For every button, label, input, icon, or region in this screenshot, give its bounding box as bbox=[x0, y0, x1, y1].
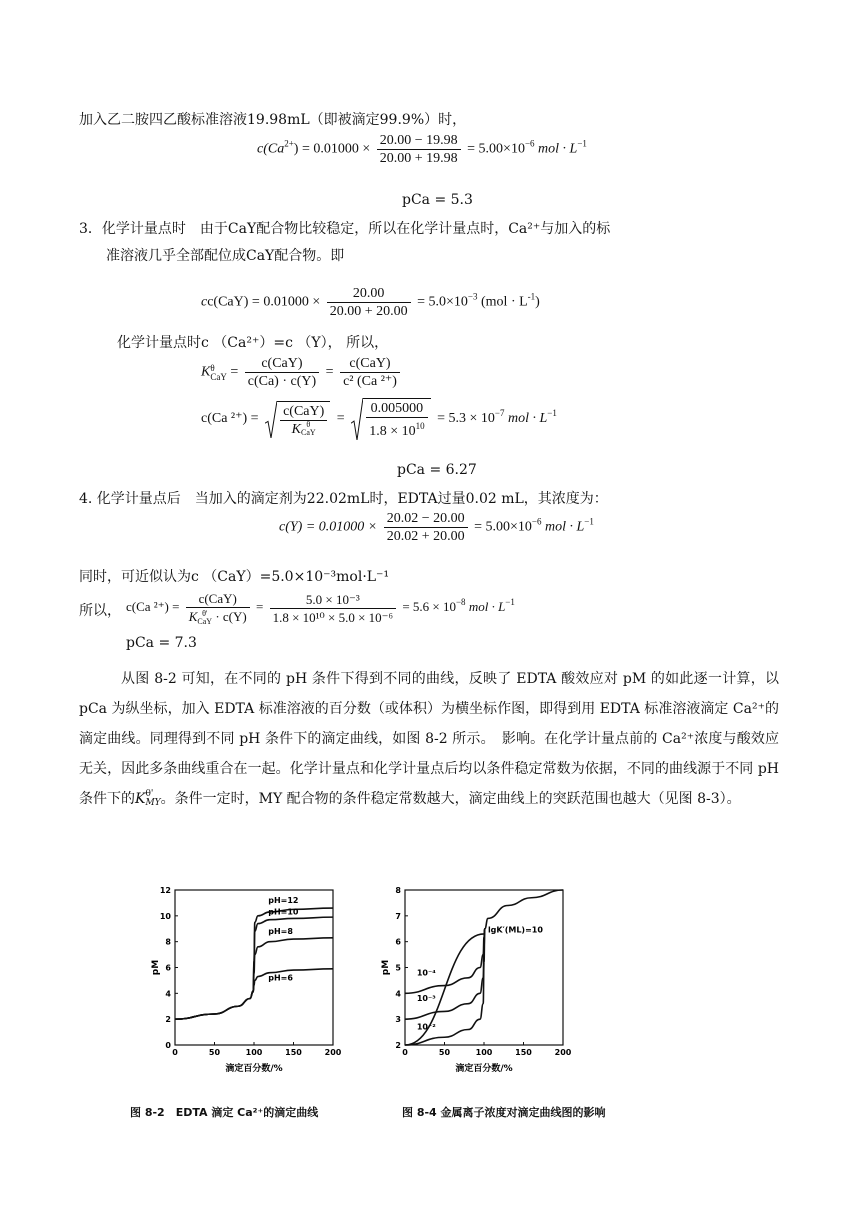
y-tick-label: 12 bbox=[159, 886, 171, 895]
figure-8-2-caption: 图 8-2 EDTA 滴定 Ca²⁺的滴定曲线 bbox=[130, 1106, 319, 1119]
y-tick-label: 8 bbox=[165, 937, 171, 947]
series-label: pH=10 bbox=[268, 907, 299, 917]
y-tick-label: 8 bbox=[395, 886, 401, 895]
pca-result-2: pCa = 6.27 bbox=[397, 462, 477, 478]
x-tick-label: 150 bbox=[515, 1048, 532, 1057]
x-tick-label: 200 bbox=[324, 1048, 342, 1057]
equation-k-cay: K θ CaY = $\frac{\text{c(CaY)}}{c(Ca) \cdot c(Y)}$ = $\frac{\text{c(CaY)}}{\text{c² (Ca ²⁺)}}$ bbox=[201, 355, 403, 390]
y-tick-label: 0 bbox=[165, 1041, 171, 1050]
x-tick-label: 100 bbox=[475, 1048, 493, 1057]
equation-ca-after-eq: c(Ca ²⁺) = c(CaY) K θ' CaY · c(Y) = $\frac{\text{5.0 × 10⁻³}}{\text{1.8 × 10¹⁰ × 5.0 × 10⁻⁶}}$ = $5.6 \times 10^{-8}$ mol · $L^{-1}$ bbox=[126, 591, 515, 627]
x-tick-label: 100 bbox=[245, 1048, 263, 1057]
series-label: pH=12 bbox=[268, 895, 299, 905]
intro-line: 加入乙二胺四乙酸标准溶液19.98mL（即被滴定99.9%）时， bbox=[79, 112, 467, 128]
series-label: 10⁻³ bbox=[416, 994, 436, 1004]
y-tick-label: 2 bbox=[165, 1015, 171, 1025]
series-label: 10⁻⁴ bbox=[416, 968, 436, 978]
x-tick-label: 150 bbox=[285, 1048, 302, 1057]
series-line-1 bbox=[405, 929, 485, 994]
approximation-line: 同时，可近似认为c （CaY）=5.0×10⁻³mol·L⁻¹ bbox=[79, 569, 390, 585]
equation-ca-at-eq: c(Ca ²⁺) = c(CaY) K θ CaY = $\frac{0.005000}{1.8 \times 10^{10}}$ = $5.3 \times 10^{-7}$ mol · $L^{-1}$ bbox=[201, 398, 557, 440]
x-axis-label: 滴定百分数/% bbox=[455, 1064, 513, 1074]
equation-y-after-eq: c(Y) = 0.01000 × $\frac{20.02 - 20.00}{20.02 + 20.00}$ = $5.00\times 10^{-6}$ mol · $L^{-1}$ bbox=[279, 511, 594, 544]
y-tick-label: 4 bbox=[165, 989, 171, 999]
figure-8-4-chart bbox=[380, 880, 580, 1080]
x-tick-label: 50 bbox=[438, 1048, 451, 1057]
series-label: pH=8 bbox=[268, 926, 293, 936]
figure-8-4-caption: 图 8-4 金属离子浓度对滴定曲线图的影响 bbox=[402, 1106, 606, 1119]
y-tick-label: 3 bbox=[395, 1015, 401, 1025]
y-tick-label: 6 bbox=[165, 963, 171, 973]
y-axis-label: pM bbox=[381, 959, 391, 976]
section-3-continuation: 准溶液几乎全部配位成CaY配合物。即 bbox=[106, 248, 345, 264]
therefore-label: 所以， bbox=[79, 603, 121, 619]
x-axis-label: 滴定百分数/% bbox=[225, 1064, 283, 1074]
series-label: lgK′(ML)=10 bbox=[487, 925, 543, 935]
equation-cay: cc(CaY) = 0.01000 × $\frac{20.00}{20.00 + 20.00}$ = $5.0\times 10^{-3}$ $(mol \cdot L^{-1})$ bbox=[201, 286, 540, 319]
y-tick-label: 6 bbox=[395, 937, 401, 947]
figure-8-2-chart bbox=[150, 880, 350, 1080]
section-4-title: 4. 化学计量点后 当加入的滴定剂为22.02mL时，EDTA过量0.02 mL，其浓度为： bbox=[79, 491, 608, 507]
y-tick-label: 7 bbox=[395, 911, 401, 921]
explanation-paragraph: 从图 8-2 可知，在不同的 pH 条件下得到不同的曲线，反映了 EDTA 酸效应对 pM 的如此逐一计算，以 pCa 为纵坐标，加入 EDTA 标准溶液的百分数（或体积）为横坐标作图，即得到用 EDTA 标准溶液滴定 Ca²⁺的滴定曲线。同理得到不同 pH 条件下的滴定曲线，如图 8-2 所示。 影响。在化学计量点前的 Ca²⁺浓度与酸效应无关，因此多条曲线重合在一起。化学计量点和化学计量点后均以条件稳定常数为依据，不同的曲线源于不同 pH 条件下的K θ' MY 。条件一定时，MY 配合物的条件稳定常数越大，滴定曲线上的突跃范围也越大（见图 8-3）。 bbox=[79, 671, 779, 808]
x-tick-label: 200 bbox=[554, 1048, 572, 1057]
equation-ca-before-eq: $c(Ca^{2+}) = 0.01000$ × $\frac{20.00 - 19.98}{20.00 + 19.98}$ = $5.00\times 10^{-6}$ mol · $L^{-1}$ bbox=[257, 133, 587, 166]
x-tick-label: 50 bbox=[208, 1048, 221, 1057]
x-tick-label: 0 bbox=[172, 1048, 178, 1057]
section-3-title: 3．化学计量点时 由于CaY配合物比较稳定，所以在化学计量点时，Ca²⁺与加入的标 bbox=[79, 221, 611, 237]
y-tick-label: 10 bbox=[159, 911, 171, 921]
pca-result-1: pCa = 5.3 bbox=[402, 192, 473, 208]
y-tick-label: 4 bbox=[395, 989, 401, 999]
y-tick-label: 5 bbox=[395, 963, 401, 973]
series-label: 10⁻² bbox=[416, 1022, 436, 1032]
pca-result-3: pCa = 7.3 bbox=[126, 635, 197, 651]
equivalence-point-line: 化学计量点时c （Ca²⁺）=c （Y）， 所以， bbox=[117, 335, 389, 351]
y-tick-label: 2 bbox=[395, 1041, 401, 1050]
series-label: pH=6 bbox=[268, 973, 293, 983]
x-tick-label: 0 bbox=[402, 1048, 408, 1057]
y-axis-label: pM bbox=[151, 959, 161, 976]
